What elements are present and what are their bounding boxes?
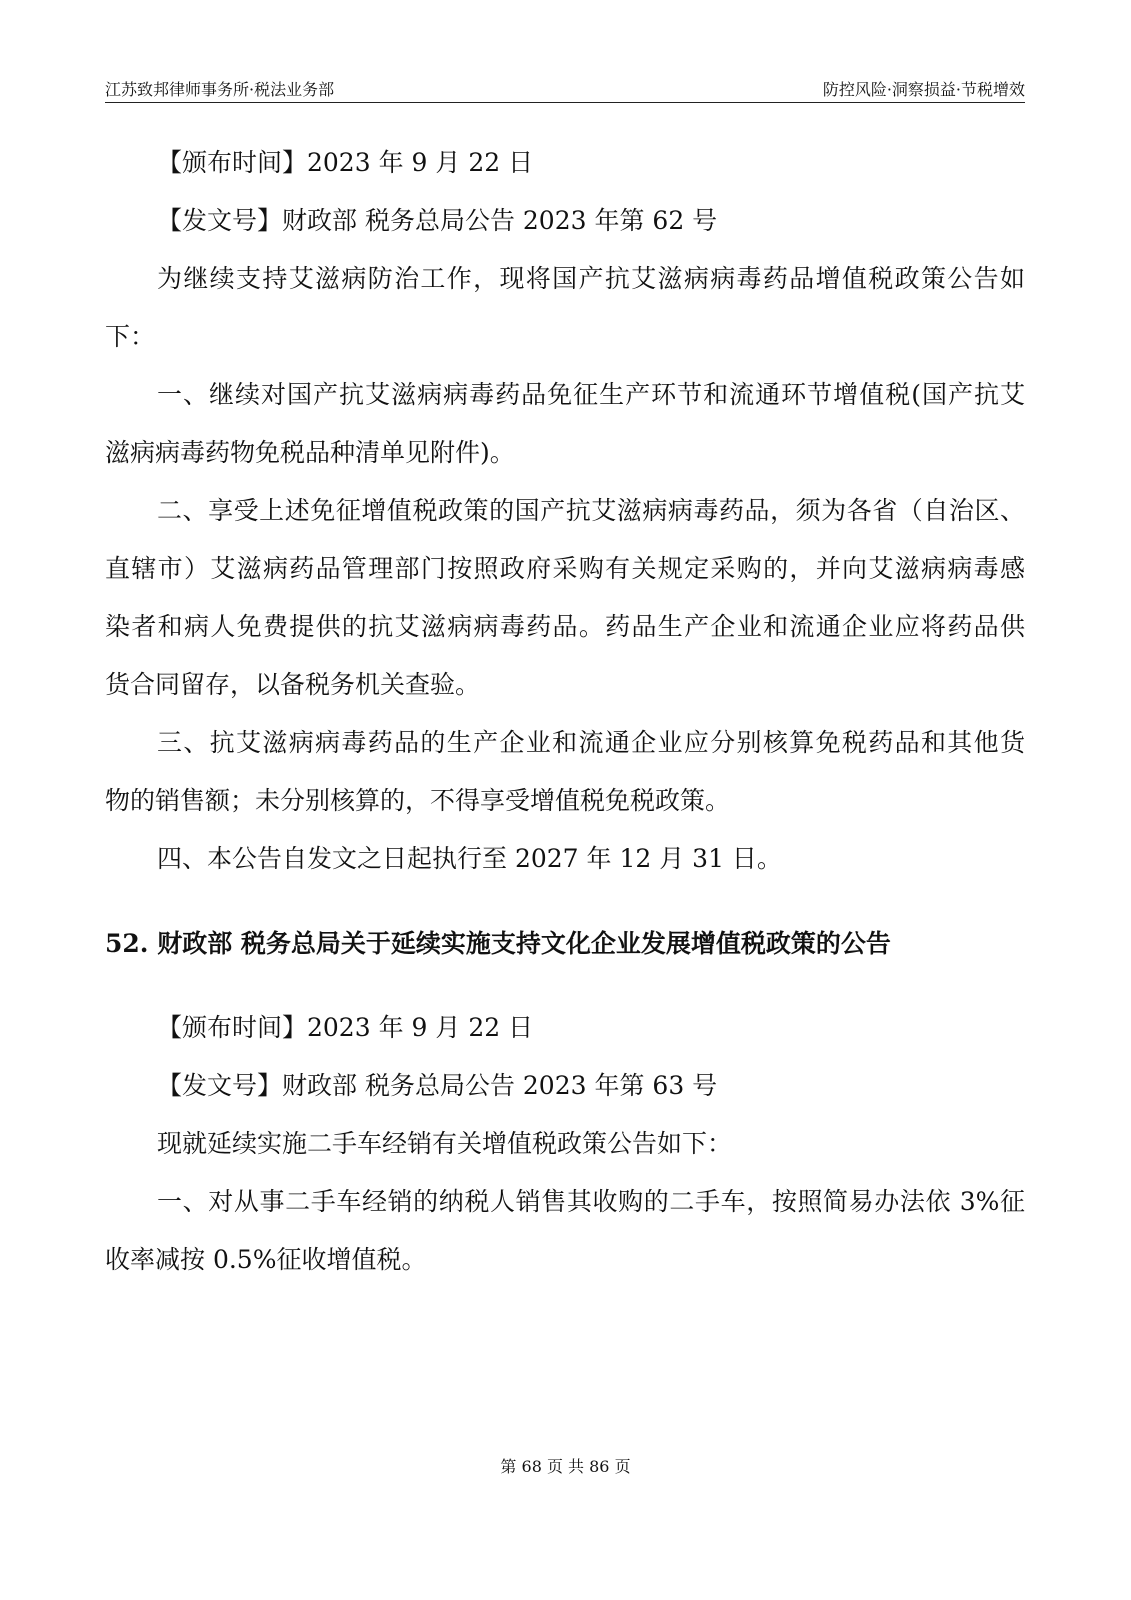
text-line: 收率减按 0.5%征收增值税。 [105, 1245, 427, 1274]
paragraph [105, 830, 1025, 888]
text-line: 染者和病人免费提供的抗艾滋病病毒药品。药品生产企业和流通企业应将药品供 [105, 612, 1025, 641]
text-line: 一、对从事二手车经销的纳税人销售其收购的二手车，按照简易办法依 3%征 [157, 1187, 1025, 1216]
text-line: 一、继续对国产抗艾滋病病毒药品免征生产环节和流通环节增值税(国产抗艾 [157, 380, 1025, 409]
text-line: 滋病病毒药物免税品种清单见附件)。 [105, 438, 515, 467]
text-line: 为继续支持艾滋病防治工作，现将国产抗艾滋病病毒药品增值税政策公告如 [157, 264, 1025, 293]
header-firm-name: 江苏致邦律师事务所·税法业务部 [105, 80, 335, 99]
header-slogan: 防控风险·洞察损益·节税增效 [822, 80, 1025, 99]
paragraph [105, 1115, 1025, 1173]
text-line: 现就延续实施二手车经销有关增值税政策公告如下： [157, 1129, 733, 1158]
page-number: 第 68 页 共 86 页 [500, 1457, 631, 1476]
paragraph [105, 482, 1025, 714]
document-number: 【发文号】财政部 税务总局公告 2023 年第 62 号 [157, 206, 718, 235]
page-header [105, 79, 1025, 103]
text-line: 四、本公告自发文之日起执行至 2027 年 12 月 31 日。 [157, 844, 782, 873]
text-line: 三、抗艾滋病病毒药品的生产企业和流通企业应分别核算免税药品和其他货 [157, 728, 1025, 757]
document-number: 【发文号】财政部 税务总局公告 2023 年第 63 号 [157, 1071, 718, 1100]
text-line: 直辖市）艾滋病药品管理部门按照政府采购有关规定采购的，并向艾滋病病毒感 [105, 554, 1025, 583]
text-line: 二、享受上述免征增值税政策的国产抗艾滋病病毒药品，须为各省（自治区、 [157, 496, 1025, 525]
text-line: 货合同留存，以备税务机关查验。 [105, 670, 481, 699]
page-footer [0, 1456, 1131, 1478]
text-line: 物的销售额；未分别核算的，不得享受增值税免税政策。 [105, 786, 731, 815]
article-heading: 52. 财政部 税务总局关于延续实施支持文化企业发展增值税政策的公告 [105, 929, 891, 958]
paragraph [105, 250, 1025, 366]
paragraph [105, 1173, 1025, 1289]
text-line: 下： [105, 322, 156, 351]
paragraph [105, 366, 1025, 482]
paragraph [105, 714, 1025, 830]
article-51-section [105, 134, 1025, 888]
page-body [105, 134, 1025, 1289]
article-52-section [105, 915, 1025, 1289]
issue-date: 【颁布时间】2023 年 9 月 22 日 [157, 148, 534, 177]
issue-date: 【颁布时间】2023 年 9 月 22 日 [157, 1013, 534, 1042]
